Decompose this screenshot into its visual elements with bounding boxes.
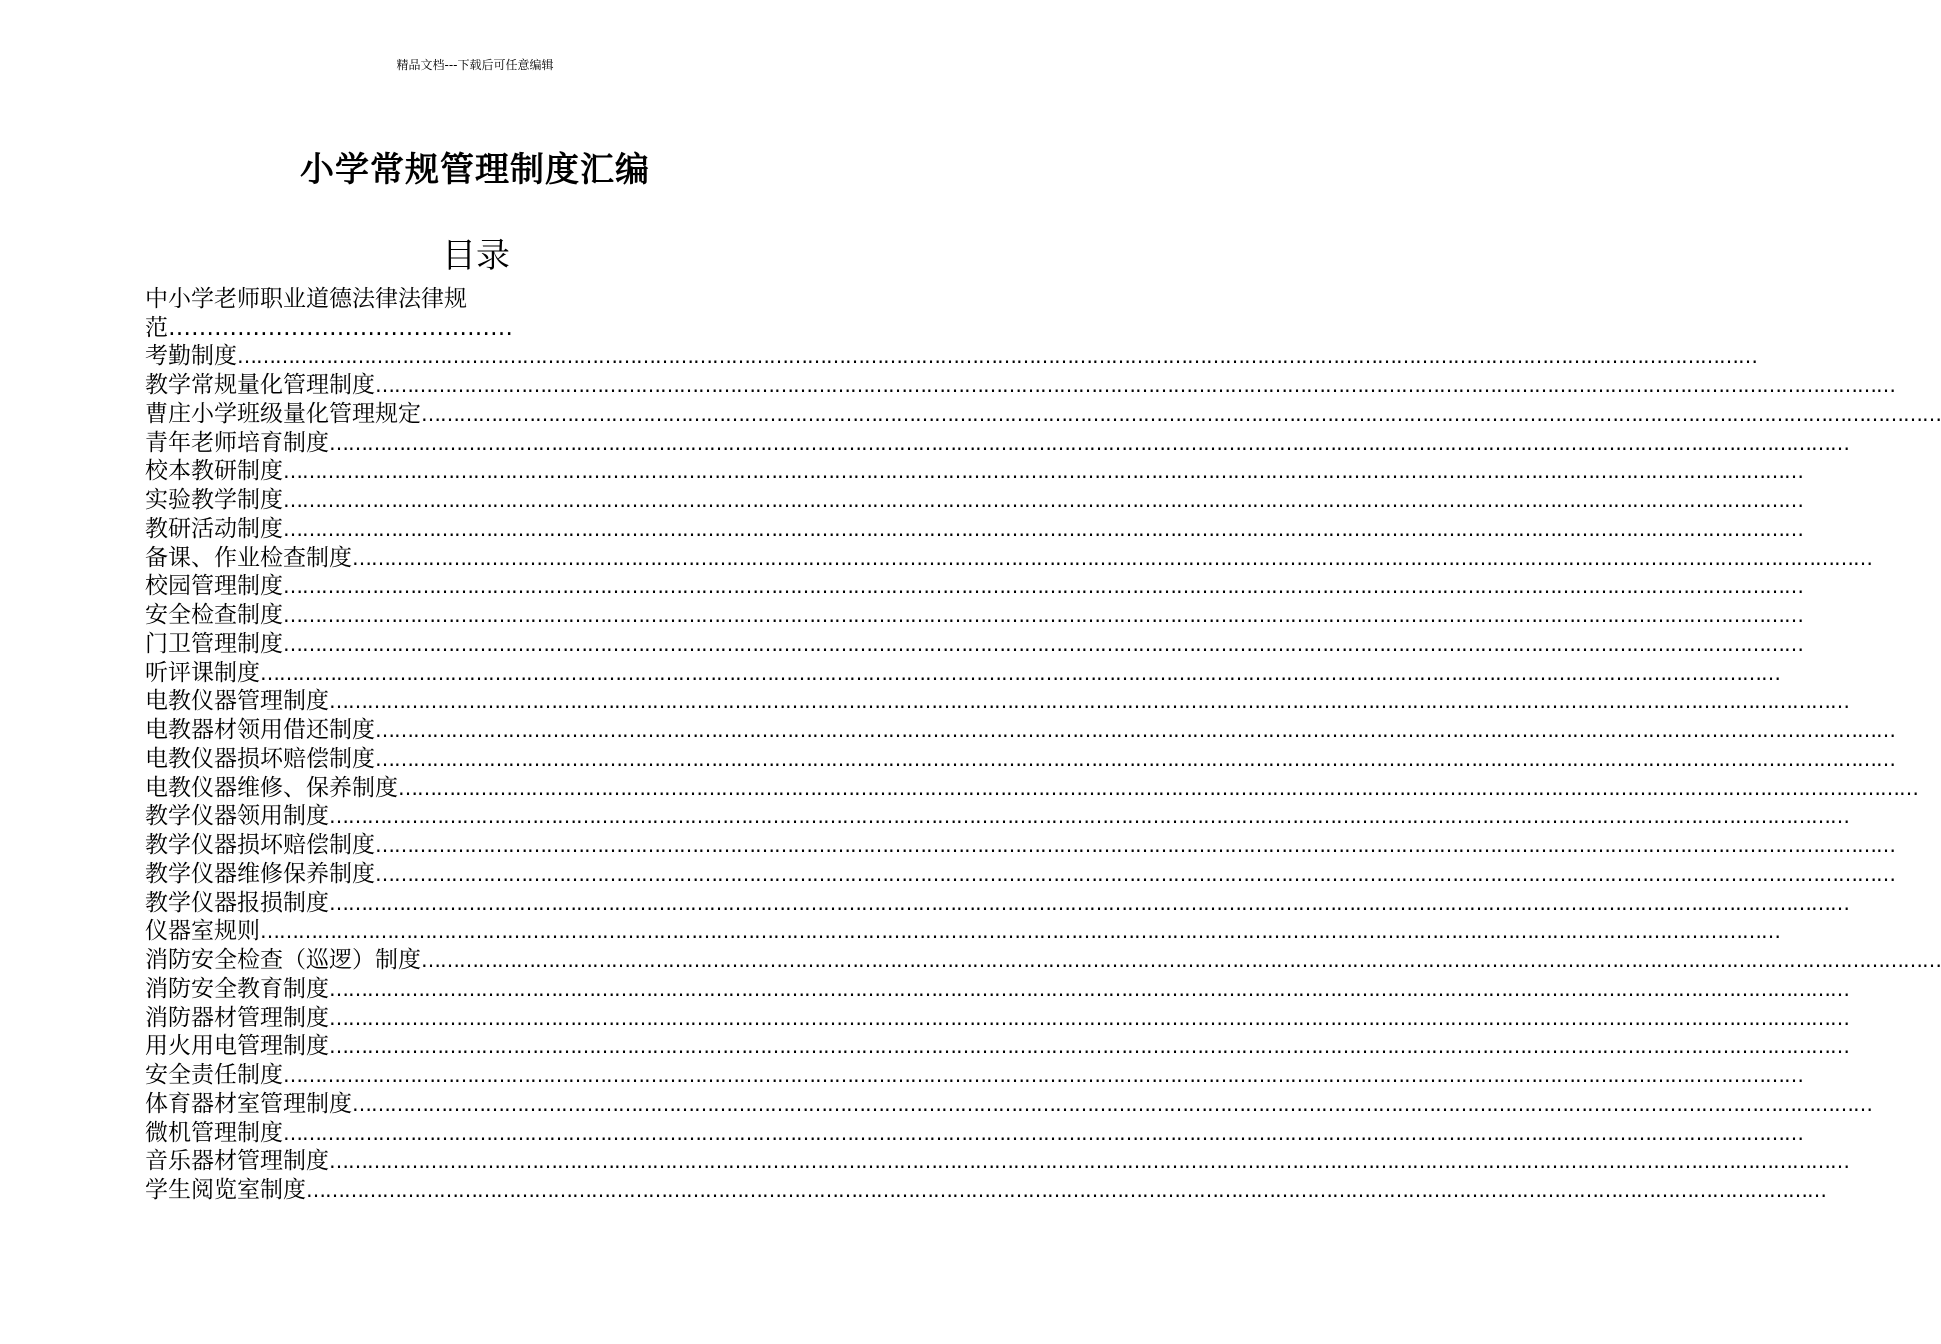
toc-entry-label: 曹庄小学班级量化管理规定 — [145, 400, 421, 427]
toc-entry[interactable] — [145, 659, 1780, 688]
toc-entry-leader: …………………………………………………………………………………………………………………………………………………………………………………………………………………… — [352, 545, 1872, 570]
toc-entry-label: 学生阅览室制度 — [145, 1177, 306, 1204]
toc-entry-label: 听评课制度 — [145, 659, 260, 686]
toc-entry[interactable] — [145, 1061, 1803, 1090]
toc-entry-leader: …………………………………………………………………………………………………………………………………………………………………………………………………………………… — [375, 833, 1895, 858]
toc-entry-leader: ……………………………………… — [168, 314, 513, 341]
toc-entry[interactable] — [145, 285, 785, 342]
toc-entry-label: 校本教研制度 — [145, 458, 283, 485]
toc-entry-leader: …………………………………………………………………………………………………………………………………………………………………………………………………………………… — [329, 1034, 1849, 1059]
toc-entry-label: 电教仪器损坏赔偿制度 — [145, 745, 375, 772]
toc-entry[interactable] — [145, 572, 1803, 601]
toc-entry[interactable] — [145, 400, 1941, 429]
toc-entry[interactable] — [145, 1090, 1872, 1119]
toc-entry-leader: …………………………………………………………………………………………………………………………………………………………………………………………………………………… — [329, 976, 1849, 1001]
toc-entry-leader: …………………………………………………………………………………………………………………………………………………………………………………………………………………… — [260, 919, 1780, 944]
toc-heading: 目录 — [442, 236, 510, 276]
toc-entry[interactable] — [145, 860, 1895, 889]
toc-entry-leader: …………………………………………………………………………………………………………………………………………………………………………………………………………………… — [352, 1091, 1872, 1116]
toc-entry[interactable] — [145, 1032, 1849, 1061]
toc-entry-leader: …………………………………………………………………………………………………………………………………………………………………………………………………………………… — [329, 890, 1849, 915]
toc-entry-leader: …………………………………………………………………………………………………………………………………………………………………………………………………………………… — [329, 1005, 1849, 1030]
toc-entry[interactable] — [145, 486, 1803, 515]
toc-entry[interactable] — [145, 687, 1849, 716]
toc-entry-leader: …………………………………………………………………………………………………………………………………………………………………………………………………………………… — [421, 948, 1941, 973]
toc-entry-leader: …………………………………………………………………………………………………………………………………………………………………………………………………………………… — [329, 1149, 1849, 1174]
toc-entry-leader: …………………………………………………………………………………………………………………………………………………………………………………………………………………… — [306, 1178, 1826, 1203]
toc-entry-leader: …………………………………………………………………………………………………………………………………………………………………………………………………………………… — [398, 775, 1918, 800]
toc-entry-label: 门卫管理制度 — [145, 630, 283, 657]
toc-entry-label: 体育器材室管理制度 — [145, 1090, 352, 1117]
toc-entry[interactable] — [145, 429, 1849, 458]
toc-entry-leader: …………………………………………………………………………………………………………………………………………………………………………………………………………………… — [283, 459, 1803, 484]
toc-entry[interactable] — [145, 371, 1895, 400]
toc-entry-leader: …………………………………………………………………………………………………………………………………………………………………………………………………………………… — [260, 660, 1780, 685]
toc-entry[interactable] — [145, 917, 1780, 946]
toc-entry-label: 用火用电管理制度 — [145, 1033, 329, 1060]
toc-entry-label: 中小学老师职业道德法律法律规范 — [145, 286, 467, 341]
toc-entry-label: 消防安全检查（巡逻）制度 — [145, 947, 421, 974]
toc-entry-label: 消防器材管理制度 — [145, 1004, 329, 1031]
toc-entry[interactable] — [145, 889, 1849, 918]
toc-entry[interactable] — [145, 1147, 1849, 1176]
document-title: 小学常规管理制度汇编 — [300, 150, 650, 190]
toc-entry[interactable] — [145, 975, 1849, 1004]
toc-entry-leader: …………………………………………………………………………………………………………………………………………………………………………………………………………………… — [283, 574, 1803, 599]
toc-entry-label: 教研活动制度 — [145, 515, 283, 542]
toc-entry-leader: …………………………………………………………………………………………………………………………………………………………………………………………………………………… — [375, 373, 1895, 398]
toc-entry-leader: …………………………………………………………………………………………………………………………………………………………………………………………………………………… — [283, 516, 1803, 541]
toc-entry-leader: …………………………………………………………………………………………………………………………………………………………………………………………………………………… — [283, 488, 1803, 513]
toc-entry-label: 安全责任制度 — [145, 1062, 283, 1089]
toc-entry[interactable] — [145, 774, 1918, 803]
toc-entry-leader: …………………………………………………………………………………………………………………………………………………………………………………………………………………… — [283, 631, 1803, 656]
toc-entry-label: 教学仪器维修保养制度 — [145, 860, 375, 887]
toc-entry[interactable] — [145, 1176, 1826, 1205]
toc-entry-leader: …………………………………………………………………………………………………………………………………………………………………………………………………………………… — [329, 689, 1849, 714]
toc-entry[interactable] — [145, 1119, 1803, 1148]
toc-entry[interactable] — [145, 515, 1803, 544]
toc-entry[interactable] — [145, 457, 1803, 486]
toc-entry-label: 电教仪器维修、保养制度 — [145, 774, 398, 801]
table-of-contents — [145, 285, 1941, 1205]
toc-entry[interactable] — [145, 1004, 1849, 1033]
toc-entry-label: 青年老师培育制度 — [145, 429, 329, 456]
toc-entry-label: 音乐器材管理制度 — [145, 1148, 329, 1175]
toc-entry[interactable] — [145, 342, 1757, 371]
toc-entry-label: 教学常规量化管理制度 — [145, 372, 375, 399]
toc-entry-leader: …………………………………………………………………………………………………………………………………………………………………………………………………………………… — [329, 430, 1849, 455]
toc-entry-label: 实验教学制度 — [145, 487, 283, 514]
toc-entry-leader: …………………………………………………………………………………………………………………………………………………………………………………………………………………… — [283, 603, 1803, 628]
toc-entry[interactable] — [145, 716, 1895, 745]
toc-entry[interactable] — [145, 946, 1941, 975]
toc-entry-label: 微机管理制度 — [145, 1119, 283, 1146]
toc-entry-label: 电教器材领用借还制度 — [145, 717, 375, 744]
toc-entry-leader: …………………………………………………………………………………………………………………………………………………………………………………………………………………… — [421, 401, 1941, 426]
toc-entry[interactable] — [145, 802, 1849, 831]
toc-entry-label: 安全检查制度 — [145, 602, 283, 629]
toc-entry-label: 教学仪器报损制度 — [145, 889, 329, 916]
toc-entry-label: 电教仪器管理制度 — [145, 688, 329, 715]
toc-entry[interactable] — [145, 831, 1895, 860]
toc-entry-leader: …………………………………………………………………………………………………………………………………………………………………………………………………………………… — [375, 746, 1895, 771]
toc-entry[interactable] — [145, 601, 1803, 630]
toc-entry-leader: …………………………………………………………………………………………………………………………………………………………………………………………………………………… — [283, 1063, 1803, 1088]
toc-entry-leader: …………………………………………………………………………………………………………………………………………………………………………………………………………………… — [329, 804, 1849, 829]
toc-entry-leader: …………………………………………………………………………………………………………………………………………………………………………………………………………………… — [375, 718, 1895, 743]
page-header-note: 精品文档---下载后可任意编辑 — [396, 58, 554, 72]
toc-entry-label: 考勤制度 — [145, 343, 237, 370]
toc-entry-label: 校园管理制度 — [145, 573, 283, 600]
toc-entry-label: 教学仪器领用制度 — [145, 803, 329, 830]
toc-entry[interactable] — [145, 630, 1803, 659]
toc-entry-leader: …………………………………………………………………………………………………………………………………………………………………………………………………………………… — [375, 861, 1895, 886]
toc-entry-label: 消防安全教育制度 — [145, 975, 329, 1002]
toc-entry-leader: …………………………………………………………………………………………………………………………………………………………………………………………………………………… — [283, 1120, 1803, 1145]
toc-entry-label: 备课、作业检查制度 — [145, 544, 352, 571]
toc-entry-label: 仪器室规则 — [145, 918, 260, 945]
toc-entry[interactable] — [145, 544, 1872, 573]
toc-entry-label: 教学仪器损坏赔偿制度 — [145, 832, 375, 859]
toc-entry-leader: …………………………………………………………………………………………………………………………………………………………………………………………………………………… — [237, 344, 1757, 369]
toc-entry[interactable] — [145, 745, 1895, 774]
